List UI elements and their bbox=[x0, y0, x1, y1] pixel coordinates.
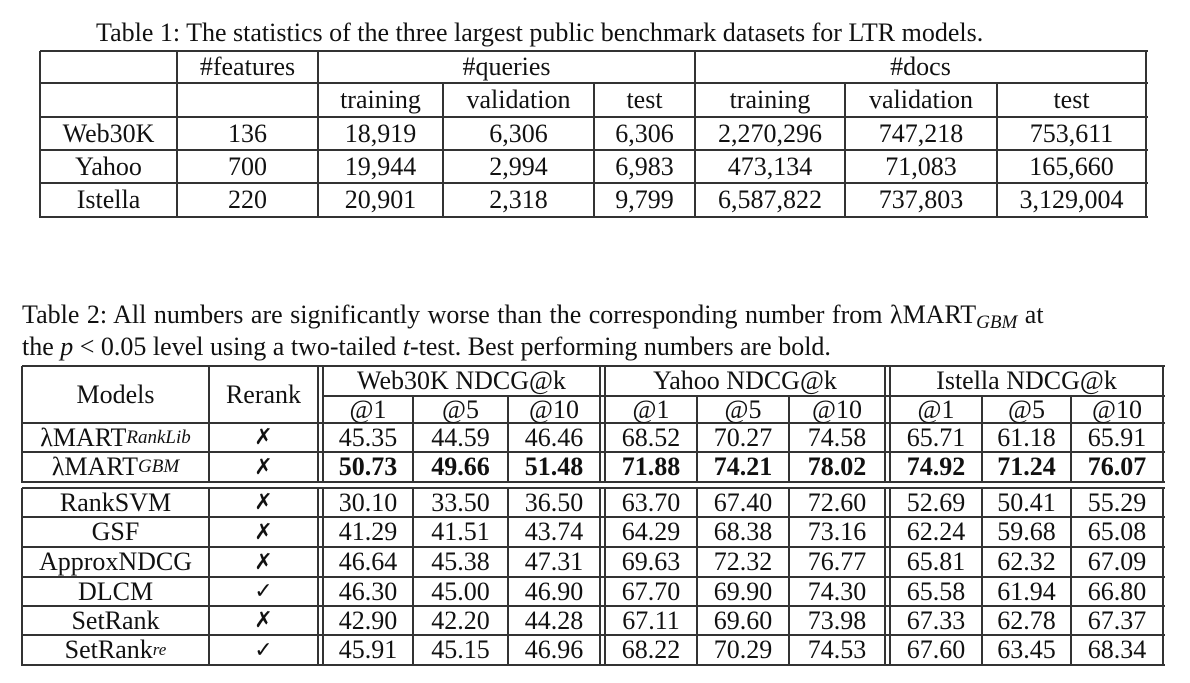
table-cell: 69.60 bbox=[713, 605, 773, 635]
table-cell: 47.31 bbox=[524, 547, 584, 576]
table-cell: 62.78 bbox=[997, 605, 1056, 635]
table-cell: 43.74 bbox=[524, 517, 584, 546]
table-cell: 49.66 bbox=[431, 452, 490, 481]
model-name: λMART RankLib bbox=[40, 422, 191, 452]
subheader-test: test bbox=[1053, 85, 1090, 114]
model-name: SetRank re bbox=[64, 635, 167, 664]
table-cell: 42.20 bbox=[431, 605, 490, 635]
table-cell: 71.24 bbox=[997, 452, 1056, 481]
table-cell: 2,270,296 bbox=[718, 118, 822, 148]
table-cell: 2,994 bbox=[489, 151, 548, 181]
header-k: @1 bbox=[917, 394, 955, 424]
dataset-name: Web30K bbox=[62, 118, 155, 148]
header-rerank: Rerank bbox=[225, 379, 302, 409]
table-cell: 2,318 bbox=[489, 185, 548, 214]
check-icon: ✓ bbox=[254, 579, 273, 604]
model-label: ApproxNDCG bbox=[38, 547, 193, 576]
header-web30k: Web30K NDCG@k bbox=[357, 366, 566, 395]
table-cell: 74.92 bbox=[906, 452, 966, 481]
table-cell: 76.77 bbox=[807, 547, 867, 576]
caption-text: Table 2: All numbers are significantly worse than the corresponding number from λMART bbox=[22, 300, 977, 329]
header-docs: #docs bbox=[890, 52, 951, 81]
model-label: λMART bbox=[51, 452, 138, 481]
table-cell: 6,306 bbox=[489, 118, 548, 148]
model-label: SetRank bbox=[71, 605, 160, 635]
header-k: @10 bbox=[1092, 394, 1142, 424]
model-name: λMART GBM bbox=[51, 452, 180, 481]
model-name bbox=[22, 517, 209, 547]
table-cell: 51.48 bbox=[524, 452, 584, 481]
header-k: @5 bbox=[442, 394, 479, 424]
caption-text: the bbox=[22, 332, 61, 361]
table1-caption: Table 1: The statistics of the three largest public benchmark datasets for LTR models. bbox=[96, 18, 984, 47]
model-label: GSF bbox=[91, 517, 140, 546]
subheader-test: test bbox=[626, 85, 663, 114]
features-count: 700 bbox=[228, 151, 267, 181]
table-cell: 6,983 bbox=[615, 151, 674, 181]
table-cell: 41.51 bbox=[431, 517, 490, 546]
table-cell: 737,803 bbox=[878, 185, 964, 214]
caption-text: -test. Best performing numbers are bold. bbox=[409, 332, 831, 361]
table-cell: 18,919 bbox=[344, 118, 417, 148]
model-label: λMART bbox=[40, 422, 127, 452]
header-k: @1 bbox=[632, 394, 670, 424]
table-cell: 46.46 bbox=[524, 422, 584, 452]
table-cell: 45.35 bbox=[338, 422, 398, 452]
table-cell: 63.70 bbox=[621, 487, 681, 517]
table-cell: 78.02 bbox=[807, 452, 867, 481]
table-cell: 74.53 bbox=[807, 635, 867, 664]
header-istella: Istella NDCG@k bbox=[936, 366, 1117, 395]
table-cell: 67.60 bbox=[906, 635, 966, 664]
cross-icon: ✗ bbox=[254, 425, 273, 450]
table-cell: 71.88 bbox=[621, 452, 681, 481]
table-cell: 69.63 bbox=[621, 547, 681, 576]
model-name bbox=[22, 547, 209, 577]
subheader-training: training bbox=[729, 85, 811, 114]
table-cell: 66.80 bbox=[1087, 576, 1147, 606]
table-cell: 45.15 bbox=[431, 635, 490, 664]
table-cell: 33.50 bbox=[431, 487, 490, 517]
table-cell: 44.59 bbox=[431, 422, 490, 452]
table-cell: 62.32 bbox=[997, 547, 1056, 576]
table-cell: 67.40 bbox=[713, 487, 773, 517]
caption-text: < 0.05 level using a two-tailed bbox=[73, 332, 403, 361]
cross-icon: ✗ bbox=[254, 454, 273, 480]
dataset-name: Yahoo bbox=[75, 151, 142, 181]
table-cell: 67.11 bbox=[622, 605, 680, 635]
cross-icon: ✗ bbox=[254, 549, 273, 575]
table-cell: 45.00 bbox=[431, 576, 490, 606]
table-cell: 68.52 bbox=[621, 422, 681, 452]
table-cell: 6,587,822 bbox=[718, 185, 822, 214]
caption-math-p: p bbox=[60, 332, 74, 361]
model-label: DLCM bbox=[77, 576, 154, 606]
table-cell: 68.34 bbox=[1087, 635, 1147, 664]
header-k: @10 bbox=[812, 394, 862, 424]
header-models: Models bbox=[76, 379, 155, 409]
table-cell: 67.37 bbox=[1087, 605, 1147, 635]
cross-icon: ✗ bbox=[254, 519, 273, 545]
table2-caption-line1 bbox=[22, 300, 1044, 333]
table-cell: 74.30 bbox=[807, 576, 867, 606]
table-cell: 753,611 bbox=[1029, 118, 1114, 148]
table-cell: 41.29 bbox=[338, 517, 398, 546]
check-icon: ✓ bbox=[254, 637, 273, 663]
table-cell: 65.81 bbox=[906, 547, 966, 576]
model-label: SetRank bbox=[64, 635, 153, 664]
table-cell: 67.70 bbox=[621, 576, 681, 606]
table-cell: 65.91 bbox=[1087, 422, 1147, 452]
table-cell: 747,218 bbox=[878, 118, 964, 148]
caption-math-t: t bbox=[402, 332, 410, 361]
table-cell: 59.68 bbox=[997, 517, 1056, 546]
table-cell: 36.50 bbox=[524, 487, 584, 517]
header-k: @1 bbox=[349, 394, 387, 424]
header-k: @5 bbox=[724, 394, 762, 424]
header-k: @10 bbox=[529, 394, 579, 424]
table-cell: 20,901 bbox=[344, 185, 417, 214]
table-cell: 46.30 bbox=[338, 576, 398, 606]
table-cell: 74.21 bbox=[713, 452, 773, 481]
subheader-training: training bbox=[340, 85, 421, 114]
table-cell: 3,129,004 bbox=[1019, 185, 1124, 214]
table-cell: 46.64 bbox=[338, 547, 398, 576]
header-features: #features bbox=[199, 52, 296, 81]
caption-text: at bbox=[1017, 300, 1044, 329]
table-cell: 74.58 bbox=[807, 422, 867, 452]
table-cell: 65.58 bbox=[906, 576, 966, 606]
model-name bbox=[22, 488, 209, 517]
table-cell: 64.29 bbox=[621, 517, 681, 546]
table-cell: 65.08 bbox=[1087, 517, 1147, 546]
table-cell: 67.33 bbox=[906, 605, 966, 635]
table-cell: 44.28 bbox=[524, 605, 584, 635]
table-cell: 69.90 bbox=[713, 576, 773, 606]
table-cell: 61.18 bbox=[997, 422, 1056, 452]
table-cell: 72.32 bbox=[713, 547, 773, 576]
table-cell: 52.69 bbox=[906, 487, 966, 517]
table-cell: 62.24 bbox=[906, 517, 966, 546]
table-cell: 76.07 bbox=[1087, 452, 1147, 481]
features-count: 136 bbox=[228, 118, 267, 148]
model-name bbox=[22, 606, 209, 635]
header-k: @5 bbox=[1008, 394, 1045, 424]
table-cell: 67.09 bbox=[1087, 547, 1147, 576]
table-cell: 45.38 bbox=[431, 547, 490, 576]
table-cell: 45.91 bbox=[338, 635, 398, 664]
table-cell: 50.41 bbox=[997, 487, 1056, 517]
table-cell: 68.22 bbox=[621, 635, 681, 664]
table-cell: 72.60 bbox=[807, 487, 867, 517]
header-yahoo: Yahoo NDCG@k bbox=[653, 366, 837, 395]
table-cell: 6,306 bbox=[615, 118, 674, 148]
table-cell: 46.96 bbox=[524, 635, 584, 664]
features-count: 220 bbox=[228, 185, 267, 214]
table-cell: 65.71 bbox=[906, 422, 966, 452]
table-cell: 9,799 bbox=[615, 185, 674, 214]
subheader-validation: validation bbox=[466, 85, 571, 114]
table-cell: 73.16 bbox=[807, 517, 867, 546]
cross-icon: ✗ bbox=[254, 608, 273, 633]
table-cell: 61.94 bbox=[997, 576, 1056, 606]
table-cell: 55.29 bbox=[1087, 487, 1147, 517]
table-cell: 473,134 bbox=[727, 151, 813, 181]
cross-icon: ✗ bbox=[254, 490, 273, 515]
table-cell: 63.45 bbox=[997, 635, 1056, 664]
model-label: RankSVM bbox=[59, 487, 172, 517]
table-cell: 46.90 bbox=[524, 576, 584, 606]
table-cell: 30.10 bbox=[338, 487, 398, 517]
table-cell: 70.27 bbox=[713, 422, 773, 452]
table-cell: 68.38 bbox=[713, 517, 773, 546]
subheader-validation: validation bbox=[869, 85, 973, 114]
table-cell: 70.29 bbox=[713, 635, 773, 664]
table-cell: 42.90 bbox=[338, 605, 398, 635]
table-cell: 71,083 bbox=[885, 151, 957, 181]
caption-subscript: GBM bbox=[976, 312, 1018, 333]
table-cell: 50.73 bbox=[338, 452, 398, 481]
model-name bbox=[22, 577, 209, 606]
table2-caption-line2 bbox=[22, 332, 831, 362]
table-cell: 73.98 bbox=[807, 605, 867, 635]
header-queries: #queries bbox=[462, 52, 551, 81]
dataset-name: Istella bbox=[76, 185, 141, 214]
table-cell: 19,944 bbox=[344, 151, 417, 181]
table-cell: 165,660 bbox=[1029, 151, 1114, 181]
